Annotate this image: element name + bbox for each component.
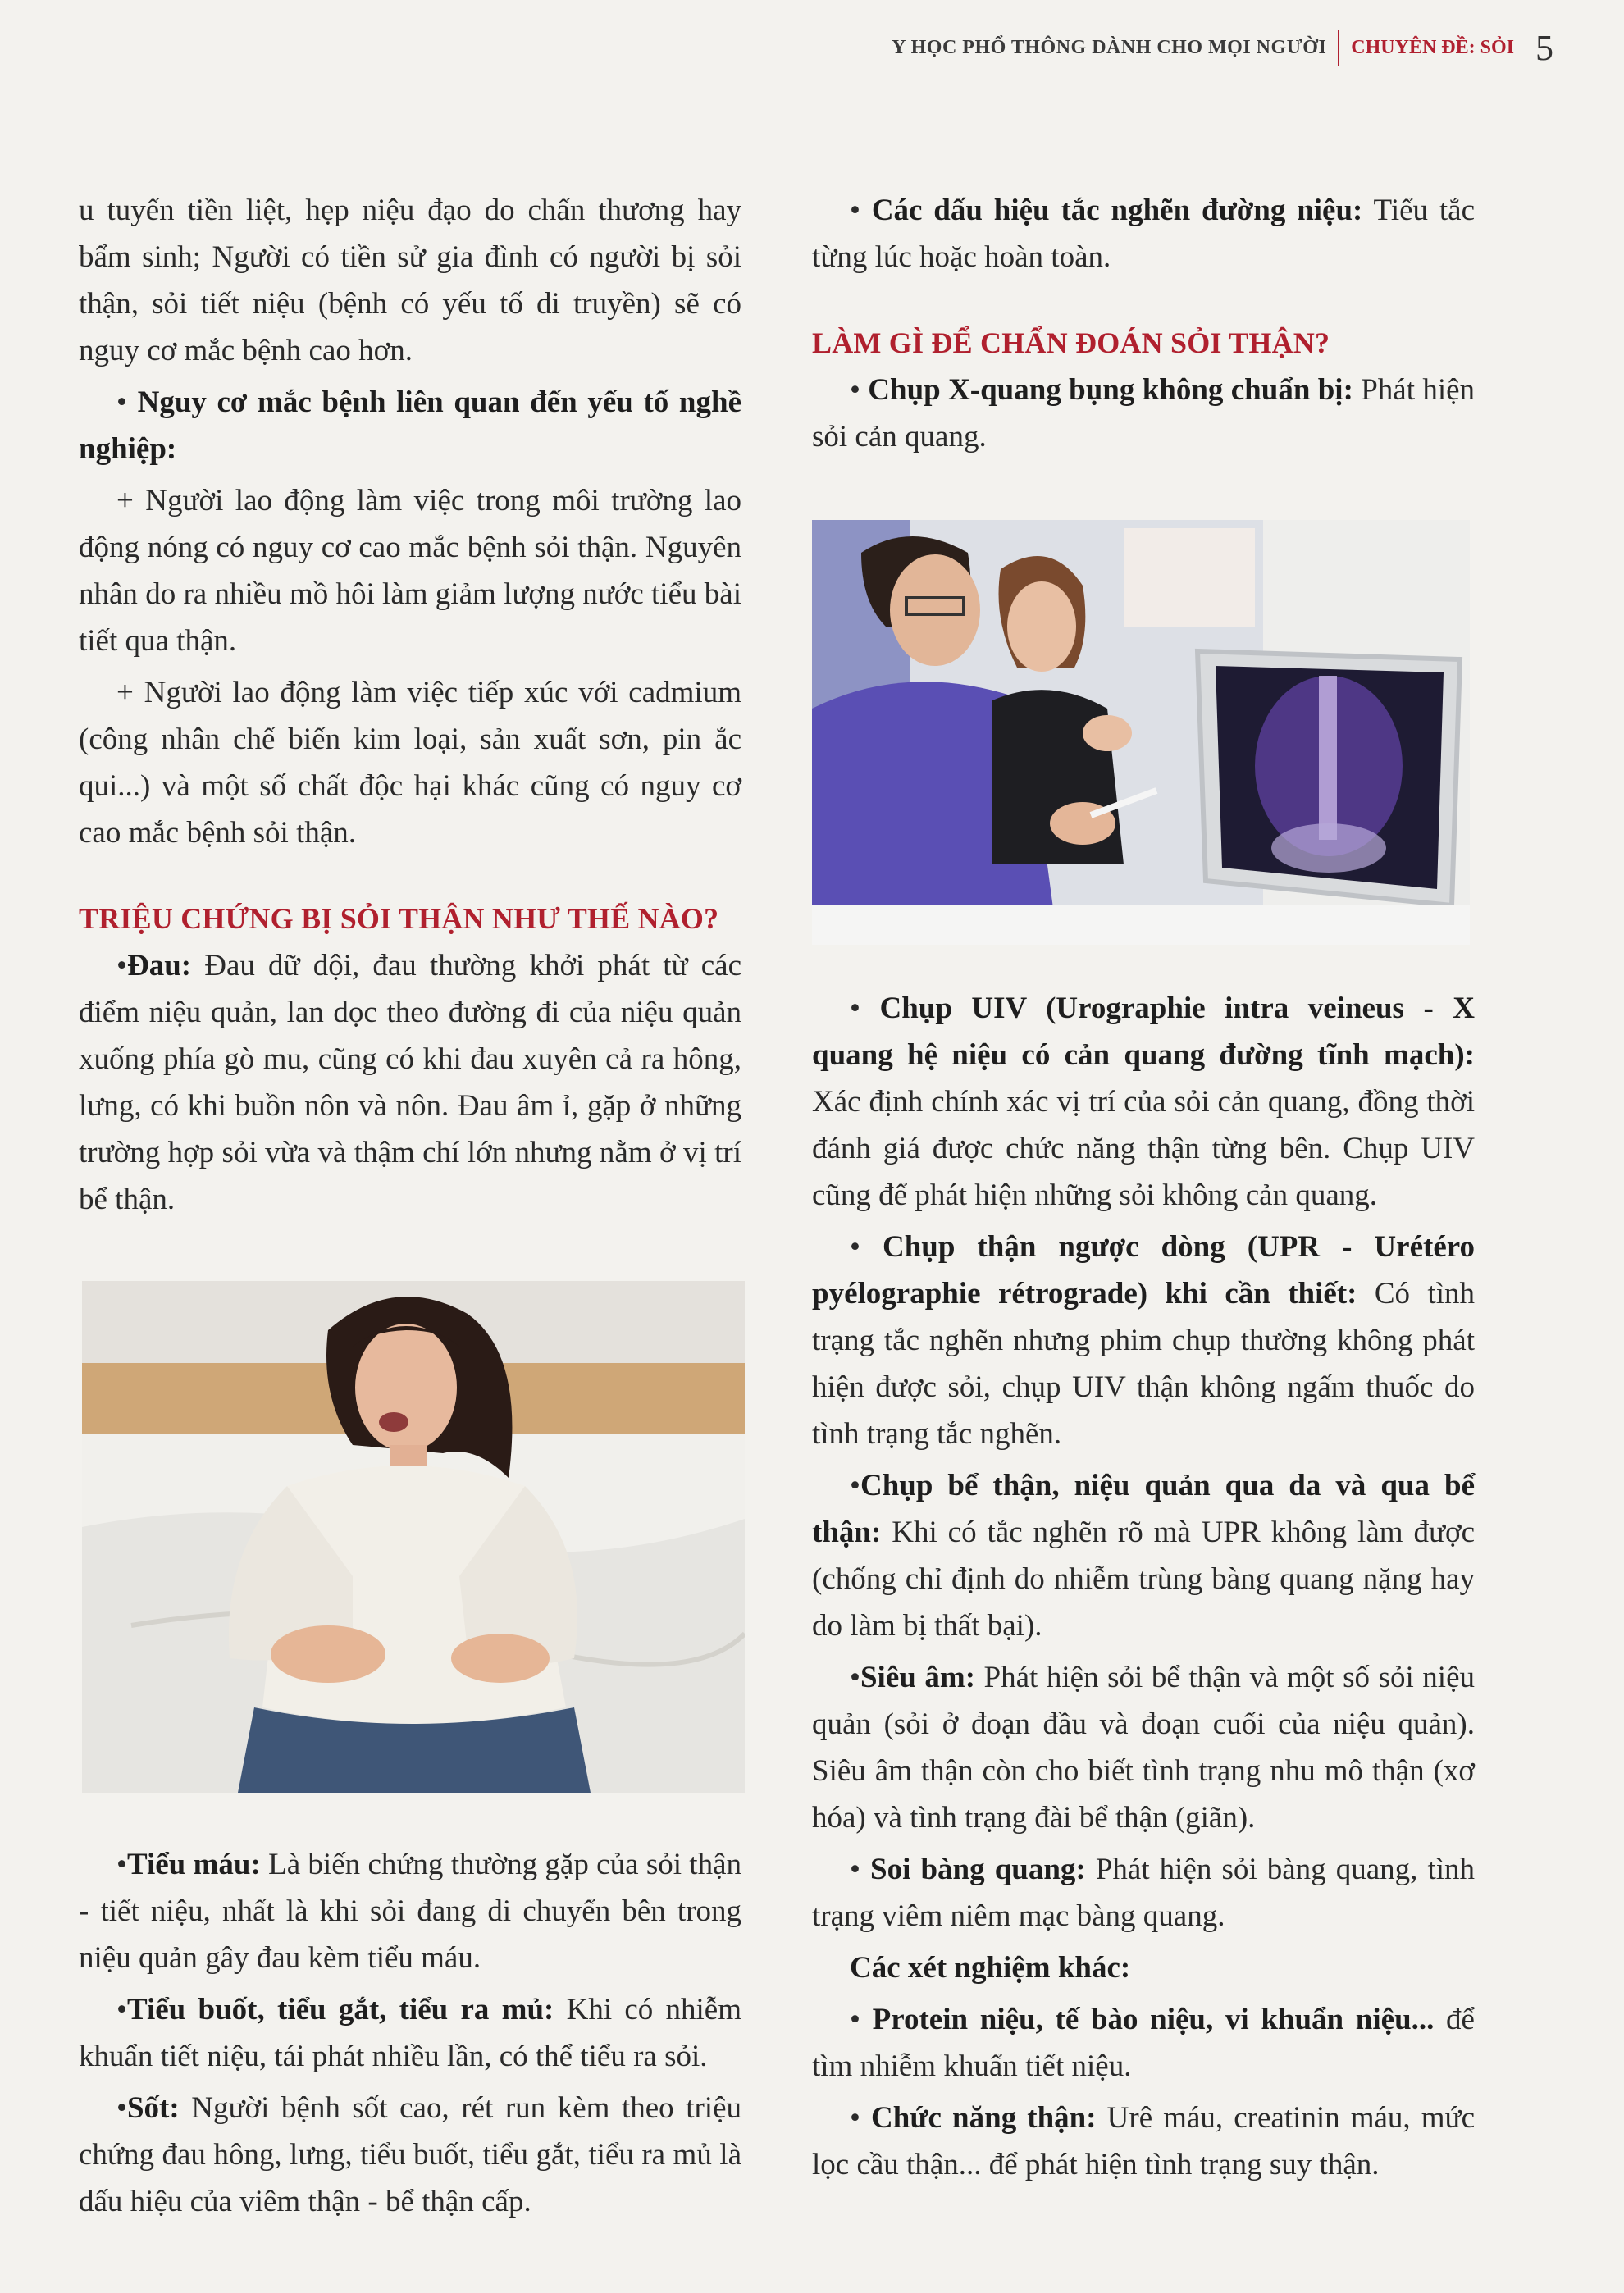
bold-term: Chức năng thận: xyxy=(871,2101,1097,2135)
bullet-glyph: • xyxy=(850,1230,860,1264)
bullet-glyph: • xyxy=(850,2101,860,2135)
bold-term: Soi bàng quang: xyxy=(870,1853,1086,1886)
bold-term: Chụp thận ngược dòng (UPR - Urétéro pyélographie rétrograde) khi cần thiết: xyxy=(812,1230,1475,1311)
paragraph: • Soi bàng quang: Phát hiện sỏi bàng quang, tình trạng viêm niêm mạc bàng quang. xyxy=(812,1853,1475,1933)
paragraph: • Chụp thận ngược dòng (UPR - Urétéro pyélographie rétrograde) khi cần thiết: Có tình trạng tắc nghẽn nhưng phim chụp thường không phát hiện được sỏi, chụp UIV thận không ngấm thuốc do tình trạng tắc nghẽn. xyxy=(812,1230,1475,1451)
bullet-glyph: • xyxy=(850,1661,860,1694)
topic-label: CHUYÊN ĐỀ: SỎI xyxy=(1351,36,1514,58)
bullet-glyph: • xyxy=(850,992,860,1025)
section-heading: LÀM GÌ ĐỂ CHẨN ĐOÁN SỎI THẬN? xyxy=(812,326,1330,359)
page-number: 5 xyxy=(1535,27,1553,68)
bold-term: Nguy cơ mắc bệnh liên quan đến yếu tố nghề nghiệp: xyxy=(79,385,741,466)
photo-doctor-xray xyxy=(812,520,1470,945)
paragraph xyxy=(812,1944,1475,1991)
bold-term: Các xét nghiệm khác: xyxy=(850,1951,1131,1985)
bold-term: Chụp X-quang bụng không chuẩn bị: xyxy=(868,373,1353,407)
bold-term: Sốt: xyxy=(126,2091,180,2125)
bold-term: Chụp bể thận, niệu quản qua da và qua bể thận: xyxy=(812,1469,1475,1549)
header-divider xyxy=(1338,30,1339,66)
bullet-glyph: • xyxy=(116,2091,127,2125)
right-column xyxy=(812,187,1475,2188)
paragraph: •Tiểu buốt, tiểu gắt, tiểu ra mủ: Khi có nhiễm khuẩn tiết niệu, tái phát nhiều lần, có thể tiểu ra sỏi. xyxy=(79,1993,742,2073)
paragraph: • Chụp X-quang bụng không chuẩn bị: Phát hiện sỏi cản quang. xyxy=(812,373,1476,454)
paragraph: u tuyến tiền liệt, hẹp niệu đạo do chấn thương hay bẩm sinh; Người có tiền sử gia đình có người bị sỏi thận, sỏi tiết niệu (bệnh có yếu tố di truyền) sẽ có nguy cơ mắc bệnh cao hơn. xyxy=(79,194,741,367)
bullet-glyph: • xyxy=(116,1993,127,2026)
bold-term: Tiểu buốt, tiểu gắt, tiểu ra mủ: xyxy=(126,1993,554,2026)
bullet-glyph: • xyxy=(116,949,127,982)
bullet-glyph: • xyxy=(850,373,860,407)
bullet-glyph: • xyxy=(116,385,127,419)
bullet-glyph: • xyxy=(850,2003,860,2036)
paragraph xyxy=(79,379,741,472)
paragraph: •Sốt: Người bệnh sốt cao, rét run kèm theo triệu chứng đau hông, lưng, tiểu buốt, tiểu gắt, tiểu ra mủ là dấu hiệu của viêm thận - bể thận cấp. xyxy=(79,2091,741,2218)
running-header xyxy=(892,23,1553,72)
photo-illustration xyxy=(812,520,1470,945)
paragraph: • Chức năng thận: Urê máu, creatinin máu, mức lọc cầu thận... để phát hiện tình trạng suy thận. xyxy=(812,2101,1475,2181)
paragraph: •Tiểu máu: Là biến chứng thường gặp của sỏi thận - tiết niệu, nhất là khi sỏi đang di chuyển bên trong niệu quản gây đau kèm tiểu máu. xyxy=(79,1848,742,1975)
bold-term: Tiểu máu: xyxy=(126,1848,261,1881)
paragraph: + Người lao động làm việc trong môi trường lao động nóng có nguy cơ cao mắc bệnh sỏi thận. Nguyên nhân do ra nhiều mồ hôi làm giảm lượng nước tiểu bài tiết qua thận. xyxy=(79,484,741,658)
section-heading: TRIỆU CHỨNG BỊ SỎI THẬN NHƯ THẾ NÀO? xyxy=(79,902,719,935)
bold-term: Đau: xyxy=(126,949,192,982)
paragraph: •Đau: Đau dữ dội, đau thường khởi phát từ các điểm niệu quản, lan dọc theo đường đi của niệu quản xuống phía gò mu, cũng có khi đau xuyên cả ra hông, lưng, có khi buồn nôn và nôn. Đau âm ỉ, gặp ở những trường hợp sỏi vừa và thậm chí lớn nhưng nằm ở vị trí bể thận. xyxy=(79,949,741,1216)
book-title: Y HỌC PHỔ THÔNG DÀNH CHO MỌI NGƯỜI xyxy=(892,36,1327,58)
bullet-glyph: • xyxy=(850,1469,860,1502)
bold-term: Các dấu hiệu tắc nghẽn đường niệu: xyxy=(871,194,1363,227)
paragraph: • Các dấu hiệu tắc nghẽn đường niệu: Tiểu tắc từng lúc hoặc hoàn toàn. xyxy=(812,194,1475,274)
photo-woman-abdominal-pain xyxy=(82,1281,745,1793)
bold-term: Chụp UIV (Urographie intra veineus - X quang hệ niệu có cản quang đường tĩnh mạch): xyxy=(812,992,1475,1072)
paragraph: • Chụp UIV (Urographie intra veineus - X quang hệ niệu có cản quang đường tĩnh mạch): Xác định chính xác vị trí của sỏi cản quang, đồng thời đánh giá được chức năng thận từng bên. Chụp UIV cũng để phát hiện những sỏi không cản quang. xyxy=(812,992,1475,1212)
paragraph: •Siêu âm: Phát hiện sỏi bể thận và một số sỏi niệu quản (sỏi ở đoạn đầu và đoạn cuối của niệu quản). Siêu âm thận còn cho biết tình trạng nhu mô thận (xơ hóa) và tình trạng đài bể thận (giãn). xyxy=(812,1661,1476,1835)
bold-term: Siêu âm: xyxy=(860,1661,976,1694)
bullet-glyph: • xyxy=(850,1853,860,1886)
photo-illustration xyxy=(82,1281,745,1793)
bullet-glyph: • xyxy=(116,1848,127,1881)
bold-term: Protein niệu, tế bào niệu, vi khuẩn niệu... xyxy=(872,2003,1435,2036)
paragraph: • Protein niệu, tế bào niệu, vi khuẩn niệu... để tìm nhiễm khuẩn tiết niệu. xyxy=(812,2003,1475,2083)
left-column xyxy=(79,187,741,2225)
paragraph: + Người lao động làm việc tiếp xúc với cadmium (công nhân chế biến kim loại, sản xuất sơn, pin ắc qui...) và một số chất độc hại khác cũng có nguy cơ cao mắc bệnh sỏi thận. xyxy=(79,676,741,850)
paragraph: •Chụp bể thận, niệu quản qua da và qua bể thận: Khi có tắc nghẽn rõ mà UPR không làm được (chống chỉ định do nhiễm trùng bàng quang nặng hay do làm bị thất bại). xyxy=(812,1469,1475,1643)
bullet-glyph: • xyxy=(850,194,860,227)
